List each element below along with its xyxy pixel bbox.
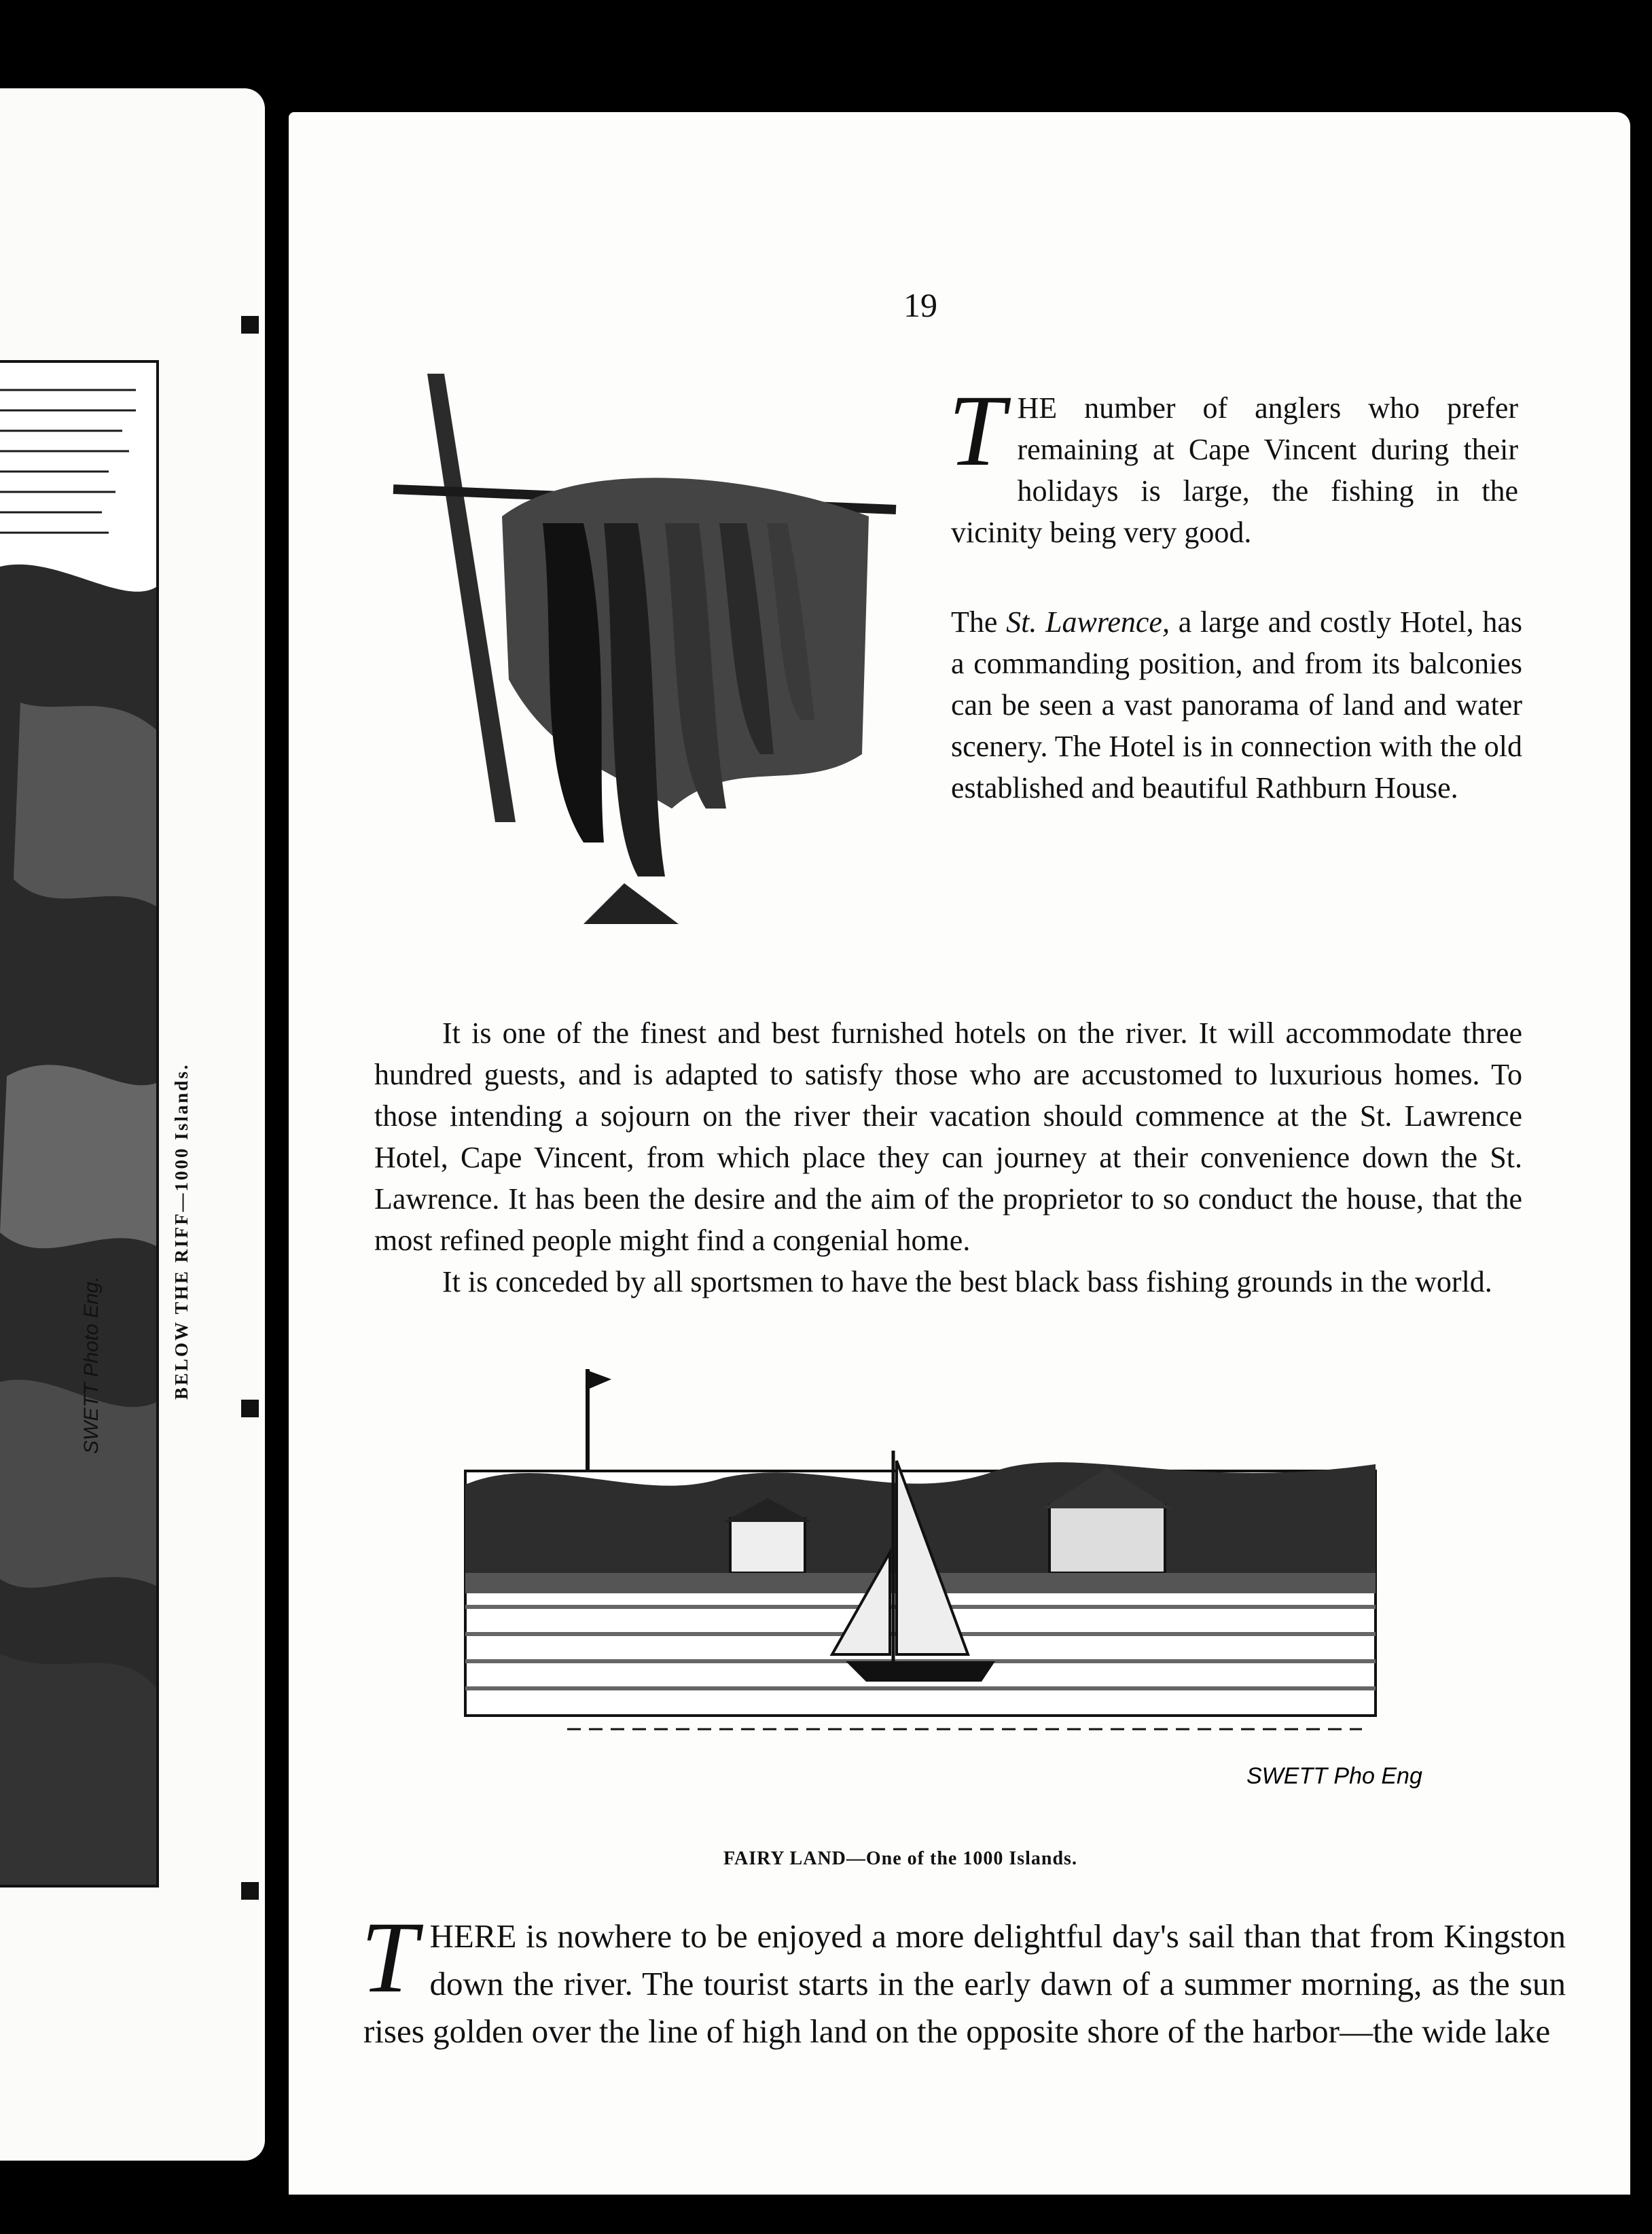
paragraph-2-prefix: The	[951, 605, 1007, 639]
dropcap-letter: T	[361, 1901, 418, 2014]
paragraph-1	[948, 374, 1518, 553]
paragraph-block-middle	[374, 1012, 1522, 1302]
left-engraver-credit: SWETT Photo Eng.	[80, 1276, 103, 1454]
dropcap-letter: T	[948, 374, 1005, 487]
illustration-caption: FAIRY LAND—One of the 1000 Islands.	[723, 1848, 1077, 1869]
fairy-land-illustration	[465, 1349, 1422, 1804]
paragraph-5	[361, 1901, 1566, 2055]
paragraph-1-text: HE number of anglers who prefer remaining at Cape Vincent during their holidays is large, the fishing in the vicinity being very good.	[951, 391, 1518, 549]
page-number: 19	[903, 286, 937, 324]
paragraph-block-bottom	[361, 1901, 1566, 2055]
paragraph-3: It is one of the finest and best furnished hotels on the river. It will accommodate three hundred guests, and is adapted to satisfy those who are accustomed to luxurious homes. To those intending a sojourn on the river their vacation should commence at the St. Lawrence Hotel, Cape Vincent, from which place they can journey at their convenience down the St. Lawrence. It has been the desire and the aim of the proprietor to so conduct the house, that the most refined people might find a congenial home.	[374, 1016, 1522, 1257]
paragraph-4: It is conceded by all sportsmen to have the best black bass fishing grounds in the world.	[442, 1265, 1492, 1298]
illustration-credit: SWETT Pho Eng	[1246, 1763, 1422, 1789]
left-page-engraving	[0, 360, 159, 1887]
paragraph-2-block	[374, 601, 1522, 809]
binding-mark	[241, 316, 259, 334]
left-page-caption: BELOW THE RIFF—1000 Islands.	[171, 1063, 192, 1400]
binding-mark	[241, 1882, 259, 1900]
paragraph-block-top	[948, 374, 1518, 553]
paragraph-2	[374, 601, 1522, 809]
paragraph-5-text: HERE is nowhere to be enjoyed a more delightful day's sail than that from Kingston down the river. The tourist starts in the early dawn of a summer morning, as the sun rises golden over the line of high land on the opposite shore of the harbor—the wide lake	[363, 1917, 1566, 2050]
binding-mark	[241, 1400, 259, 1417]
right-page	[289, 112, 1630, 2195]
foliage-engraving-image	[0, 363, 156, 1885]
left-page	[0, 88, 265, 2161]
hotel-name-emphasis: St. Lawrence,	[1006, 605, 1170, 639]
paragraph-2-text: a large and costly Hotel, has a commanding position, and from its balconies can be seen a vast panorama of land and water scenery. The Hotel is in connection with the old established and beautiful Rathburn House.	[951, 605, 1522, 804]
